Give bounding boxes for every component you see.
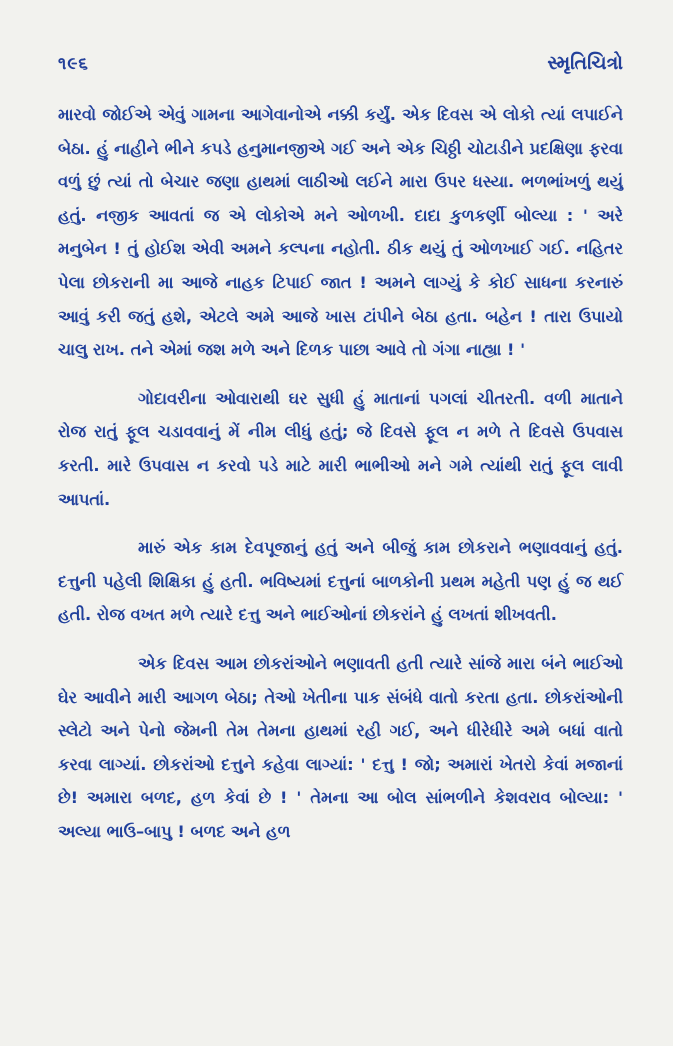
body-text — [58, 98, 623, 848]
book-title: સ્મૃતિચિત્રો — [547, 52, 623, 74]
running-header — [58, 52, 623, 88]
paragraph-4: એક દિવસ આમ છોકરાંઓને ભણાવતી હતી ત્યારે સાંજે મારા બંને ભાઈઓ ઘેર આવીને મારી આગળ બેઠા; તેઓ ખેતીના પાક સંબંધે વાતો કરતા હતા. છોકરાંઓની સ્લેટો અને પેનો જેમની તેમ તેમના હાથમાં રહી ગઈ, અને ધીરેધીરે અમે બધાં વાતો કરવા લાગ્યાં. છોકરાંઓ દત્તુને કહેવા લાગ્યાં: ' દત્તુ ! જો; અમારાં ખેતરો કેવાં મજાનાં છે! અમારા બળદ, હળ કેવાં છે ! ' તેમના આ બોલ સાંભળીને કેશવરાવ બોલ્યા: ' અલ્યા ભાઉ–બાપુ ! બળદ અને હળ — [58, 653, 623, 841]
paragraph-1: મારવો જોઈએ એવું ગામના આગેવાનોએ નક્કી કર્યું. એક દિવસ એ લોકો ત્યાં લપાઈને બેઠા. હું નાહીને ભીને કપડે હનુમાનજીએ ગઈ અને એક ચિઠ્ઠી ચોટાડીને પ્રદક્ષિણા ફરવા વળું છું ત્યાં તો બેચાર જણા હાથમાં લાઠીઓ લઈને મારા ઉપર ધસ્યા. ભળભાંખળું થયું હતું. નજીક આવતાં જ એ લોકોએ મને ઓળખી. દાદા કુળકર્ણી બોલ્યા : ' અરે મનુબેન ! તું હોઈશ એવી અમને કલ્પના નહોતી. ઠીક થયું તું ઓળખાઈ ગઈ. નહિતર પેલા છોકરાની મા આજે નાહક ટિપાઈ જાત ! અમને લાગ્યું કે કોઈ સાધના કરનારું આવું કરી જતું હશે, એટલે અમે આજે ખાસ ટાંપીને બેઠા હતા. બહેન ! તારા ઉપાયો ચાલુ રાખ. તને એમાં જશ મળે અને દિળક પાછા આવે તો ગંગા નાહ્યા ! ' — [58, 105, 623, 360]
page-number: ૧૯૬ — [58, 54, 89, 74]
paragraph-3: મારું એક કામ દેવપૂજાનું હતું અને બીજું કામ છોકરાને ભણાવવાનું હતું. દત્તુની પહેલી શિક્ષિકા હું હતી. ભવિષ્યમાં દત્તુનાં બાળકોની પ્રથમ મહેતી પણ હું જ થઈ હતી. રોજ વખત મળે ત્યારે દત્તુ અને ભાઈઓનાં છોકરાંને હું લખતાં શીખવતી. — [58, 538, 623, 625]
paragraph-2: ગોદાવરીના ઓવારાથી ઘર સુધી હું માતાનાં પગલાં ચીતરતી. વળી માતાને રોજ રાતું ફૂલ ચડાવવાનું મેં નીમ લીધું હતું; જે દિવસે ફૂલ ન મળે તે દિવસે ઉપવાસ કરતી. મારે ઉપવાસ ન કરવો પડે માટે મારી ભાભીઓ મને ગમે ત્યાંથી રાતું ફૂલ લાવી આપતાં. — [58, 388, 623, 509]
